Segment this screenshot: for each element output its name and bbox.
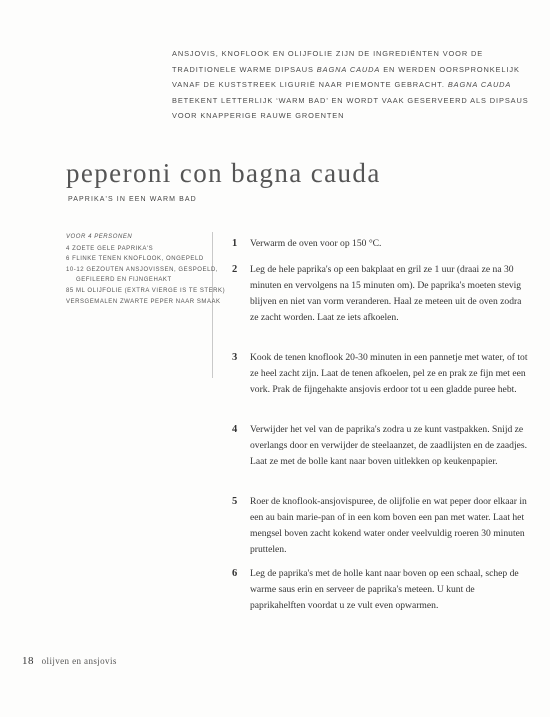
- intro-text-1: ANSJOVIS, KNOFLOOK EN OLIJFOLIE ZIJN DE INGREDIËNTEN VOOR DE TRADITIONELE WARME DIPSAUS: [172, 49, 484, 74]
- method-step: [232, 422, 532, 494]
- ingredient-item: 4 ZOETE GELE PAPRIKA'S: [66, 245, 154, 252]
- intro-italic-1: BAGNA CAUDA: [316, 64, 381, 74]
- method-step: [232, 262, 532, 350]
- ingredient-item-continued: GEFILEERD EN FIJNGEHAKT: [76, 277, 172, 284]
- step-text: Verwarm de oven voor op 150 °C.: [250, 238, 382, 249]
- page-number: 18: [22, 655, 34, 667]
- ingredients-list: [62, 232, 226, 378]
- intro-text-3: BETEKENT LETTERLIJK ‘WARM BAD’ EN WORDT VAAK GESERVEERD ALS DIPSAUS VOOR KNAPPERIGE RAUWE GROENTEN: [172, 95, 529, 121]
- method-steps: [232, 236, 532, 622]
- step-text: Kook de tenen knoflook 20-30 minuten in een pannetje met water, of tot ze heel zacht zijn. Laat de tenen afkoelen, pel ze en prak ze fijn met een vork. Prak de fijngehakte ansjovis erdoor tot u een gladde puree hebt.: [250, 352, 528, 395]
- ingredient-item: 85 ML OLIJFOLIE (EXTRA VIERGE IS TE STERK): [66, 287, 226, 294]
- step-text: Leg de paprika's met de holle kant naar boven op een schaal, schep de warme saus erin en serveer de paprika's meteen. U kunt de paprikahelften voordat u ze vult even opwarmen.: [250, 568, 519, 611]
- recipe-title: peperoni con bagna cauda: [66, 158, 381, 188]
- ingredient-item: VERSGEMALEN ZWARTE PEPER NAAR SMAAK: [66, 298, 221, 305]
- method-step: [232, 350, 532, 422]
- recipe-subtitle: PAPRIKA'S IN EEN WARM BAD: [68, 196, 197, 203]
- ingredient-item: 6 FLINKE TENEN KNOFLOOK, ONGEPELD: [66, 256, 204, 263]
- section-name: olijven en ansjovis: [41, 656, 117, 666]
- method-step: [232, 494, 532, 566]
- intro-italic-2: BAGNA CAUDA: [447, 80, 512, 90]
- step-number: 5: [232, 496, 238, 507]
- step-number: 4: [232, 424, 238, 435]
- method-step: [232, 236, 532, 262]
- step-number: 3: [232, 352, 238, 363]
- step-text: Leg de hele paprika's op een bakplaat en gril ze 1 uur (draai ze na 30 minuten en vervolgens na 15 minuten om). De paprika's moeten stevig blijven en niet van vorm veranderen. Haal ze meteen uit de oven zodra ze zacht worden. Laat ze iets afkoelen.: [250, 264, 522, 323]
- servings-label: VOOR 4 PERSONEN: [66, 234, 133, 240]
- ingredient-item: 10-12 GEZOUTEN ANSJOVISSEN, GESPOELD,: [66, 266, 219, 273]
- intro-text-2: EN WERDEN OORSPRONKELIJK VANAF DE KUSTSTREEK LIGURIË NAAR PIEMONTE GEBRACHT.: [172, 64, 520, 90]
- step-number: 2: [232, 264, 238, 275]
- intro-paragraph: [172, 46, 532, 124]
- step-number: 1: [232, 238, 238, 249]
- method-step: [232, 566, 532, 622]
- step-text: Roer de knoflook-ansjovispuree, de olijfolie en wat peper door elkaar in een au bain marie-pan of in een kom boven een pan met water. Laat het mengsel boven zacht kokend water onder veelvuldig roeren 30 minuten pruttelen.: [250, 496, 527, 555]
- page-footer: [22, 655, 117, 667]
- step-number: 6: [232, 568, 238, 579]
- step-text: Verwijder het vel van de paprika's zodra u ze kunt vastpakken. Snijd ze overlangs door en verwijder de steelaanzet, de zaadlijsten en de zaadjes. Laat ze met de bolle kant naar boven uitlekken op keukenpapier.: [250, 424, 528, 467]
